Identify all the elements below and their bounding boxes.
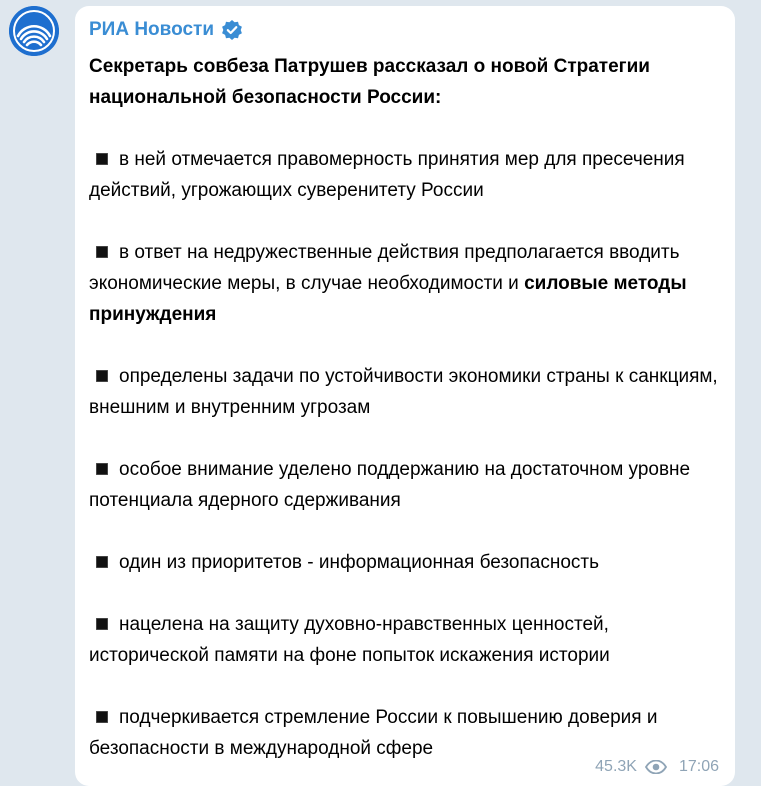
black-square-icon (96, 618, 108, 630)
message-time: 17:06 (678, 758, 719, 775)
list-item (89, 361, 721, 423)
black-square-icon (96, 711, 108, 723)
ria-logo-icon (9, 6, 59, 56)
list-item (89, 144, 721, 206)
black-square-icon (96, 370, 108, 382)
channel-header (89, 18, 721, 42)
message-meta (595, 758, 719, 776)
black-square-icon (96, 246, 108, 258)
verified-badge-icon (221, 19, 243, 41)
item-text: определены задачи по устойчивости экономики страны к санкциям, внешним и внутренним угрозам (89, 366, 718, 418)
message-bubble (75, 6, 735, 786)
list-item (89, 609, 721, 671)
item-text: в ответ на недружественные действия предполагается вводить экономические меры, в случае необходимости и (89, 242, 680, 294)
item-text: особое внимание уделено поддержанию на достаточном уровне потенциала ядерного сдерживания (89, 459, 691, 511)
black-square-icon (96, 153, 108, 165)
eye-icon (645, 760, 667, 774)
item-bold-text: силовые методы принуждения (89, 273, 687, 325)
channel-name[interactable]: РИА Новости (89, 19, 214, 40)
item-text: подчеркивается стремление России к повышению доверия и безопасности в международной сфере (89, 707, 658, 759)
view-count: 45.3K (595, 758, 637, 775)
black-square-icon (96, 556, 108, 568)
list-item (89, 237, 721, 330)
item-text: один из приоритетов - информационная безопасность (119, 552, 599, 573)
item-text: в ней отмечается правомерность принятия мер для пресечения действий, угрожающих суверенитету России (89, 149, 685, 201)
list-item (89, 547, 721, 578)
list-item (89, 702, 721, 764)
black-square-icon (96, 463, 108, 475)
item-text: нацелена на защиту духовно-нравственных ценностей, исторической памяти на фоне попыток искажения истории (89, 614, 610, 666)
post-lead: Секретарь совбеза Патрушев рассказал о новой Стратегии национальной безопасности России: (89, 56, 650, 108)
list-item (89, 454, 721, 516)
channel-avatar[interactable] (9, 6, 59, 56)
